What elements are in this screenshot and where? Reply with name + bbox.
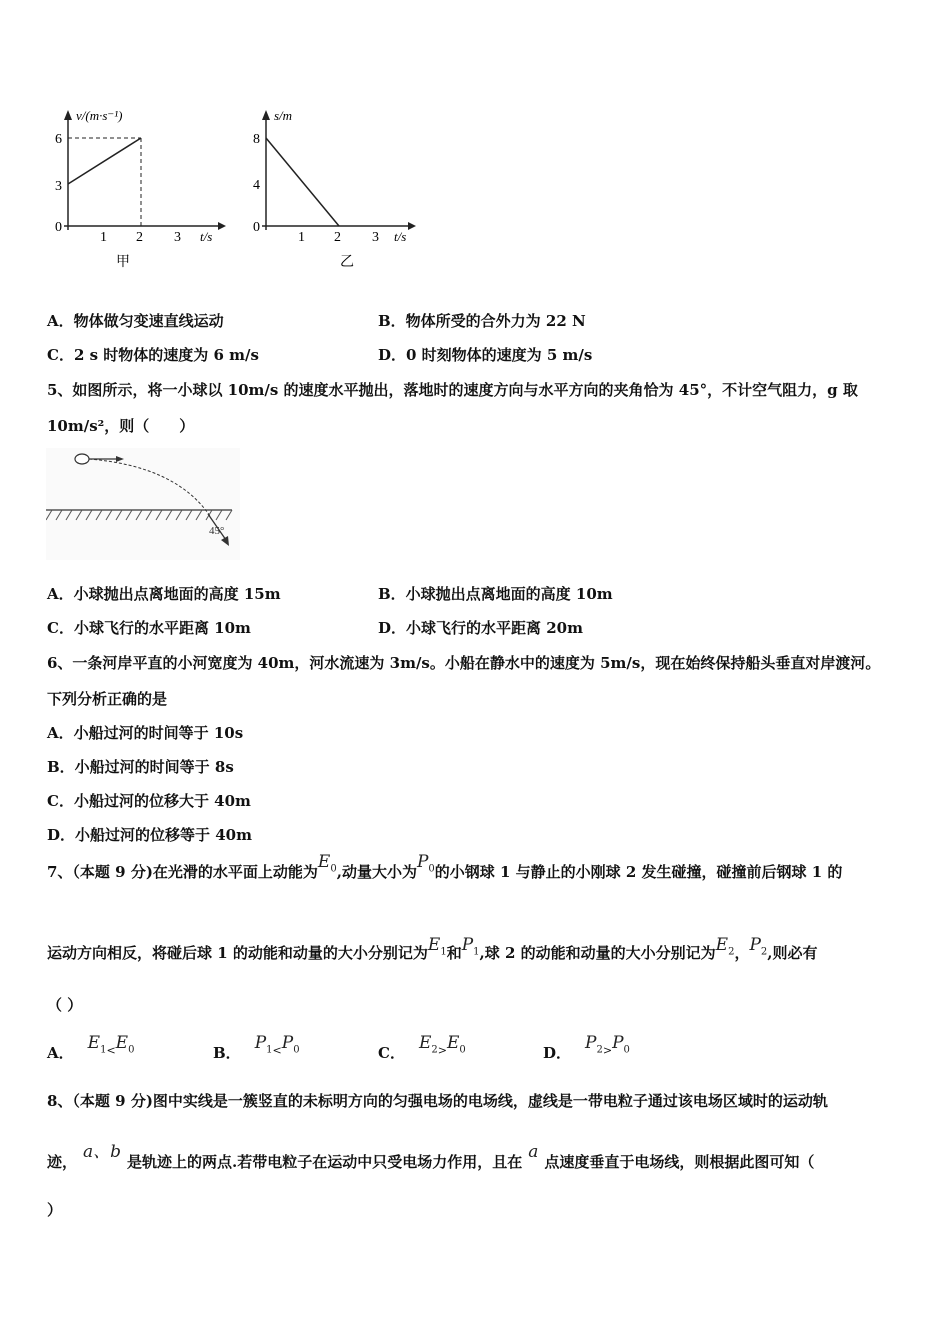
q6-stem-line2: 下列分析正确的是 xyxy=(47,690,168,708)
graph-yi-ytick-8: 8 xyxy=(253,132,260,147)
q7-l2b: 和 xyxy=(446,944,462,962)
q8-point-a: a xyxy=(528,1142,539,1162)
q8-stem-line3: ） xyxy=(47,1201,63,1219)
q6-option-b: B．小船过河的时间等于 8s xyxy=(47,758,234,776)
q7-l1c: 的小钢球 1 与静止的小刚球 2 发生碰撞，碰撞前后钢球 1 的 xyxy=(434,863,843,881)
q5-option-b: B．小球抛出点离地面的高度 10m xyxy=(378,585,613,603)
q7-symbol-p0: $P_0$ xyxy=(416,852,435,875)
q6-option-c: C．小船过河的位移大于 40m xyxy=(47,792,251,810)
graph-yi-y-arrow xyxy=(262,110,270,120)
q7-option-d: D． $P_{2>}P_0$ xyxy=(543,1033,630,1062)
q5-option-c: C．小球飞行的水平距离 10m xyxy=(47,619,251,637)
graph-jia-y-arrow xyxy=(64,110,72,120)
q6-stem-line1: 6、一条河岸平直的小河宽度为 40m，河水流速为 3m/s。小船在静水中的速度为 5m/s，现在始终保持船头垂直对岸渡河。 xyxy=(47,654,881,672)
q6-option-d: D．小船过河的位移等于 40m xyxy=(47,826,252,844)
graph-yi-xtick-2: 2 xyxy=(334,230,341,245)
graph-jia-caption: 甲 xyxy=(116,255,130,270)
q7-l2e: ,则必有 xyxy=(767,944,818,962)
q7-l1b: ,动量大小为 xyxy=(336,863,417,881)
q5-ball xyxy=(75,454,89,464)
q4-option-a: A．物体做匀变速直线运动 xyxy=(47,312,224,330)
q8-stem-line2 xyxy=(47,1142,815,1172)
q7-l2d: ， xyxy=(734,944,750,962)
q7-stem-line3: （ ） xyxy=(47,996,83,1014)
graph-yi-ylabel: s/m xyxy=(274,108,293,123)
graph-jia-ylabel: v/(m·s⁻¹) xyxy=(76,108,123,123)
graph-yi-line xyxy=(266,138,339,226)
graph-yi-caption: 乙 xyxy=(340,255,354,270)
graph-jia-ytick-0: 0 xyxy=(55,220,62,235)
graph-jia-xtick-1: 1 xyxy=(100,230,107,245)
q7-stem-line2 xyxy=(47,935,818,970)
q8-l2c: 点速度垂直于电场线，则根据此图可知（ xyxy=(544,1153,815,1171)
graph-yi-xlabel: t/s xyxy=(394,229,407,244)
graph-jia-xlabel: t/s xyxy=(200,229,213,244)
q7-l2a: 运动方向相反，将碰后球 1 的动能和动量的大小分别记为 xyxy=(47,944,428,962)
q4-option-c: C．2 s 时物体的速度为 6 m/s xyxy=(47,346,259,364)
q6-option-a: A．小船过河的时间等于 10s xyxy=(47,724,244,742)
q8-l2a: 迹， xyxy=(47,1153,78,1171)
q7-l2c: ,球 2 的动能和动量的大小分别记为 xyxy=(479,944,716,962)
graph-jia xyxy=(50,100,230,275)
graph-yi-ytick-4: 4 xyxy=(253,178,260,193)
graph-jia-ytick-3: 3 xyxy=(55,179,62,194)
q7-symbol-p1: $P_1$ xyxy=(461,935,480,958)
graph-jia-xtick-3: 3 xyxy=(174,230,181,245)
q4-option-b: B．物体所受的合外力为 22 N xyxy=(378,312,586,330)
q7-symbol-e0: $E_0$ xyxy=(317,852,337,875)
q5-option-d: D．小球飞行的水平距离 20m xyxy=(378,619,583,637)
q7-symbol-e2: $E_2$ xyxy=(715,935,735,958)
q5-stem-line1: 5、如图所示，将一小球以 10m/s 的速度水平抛出，落地时的速度方向与水平方向的夹角恰为 45°，不计空气阻力，g 取 xyxy=(47,381,858,399)
q5-stem-line2: 10m/s²，则（ ） xyxy=(47,417,195,435)
q7-option-b: B． $P_{1<}P_0$ xyxy=(213,1033,300,1062)
q8-stem-line1: 8、（本题 9 分)图中实线是一簇竖直的未标明方向的匀强电场的电场线，虚线是一带电粒子通过该电场区域时的运动轨 xyxy=(47,1092,828,1110)
q4-option-d: D．0 时刻物体的速度为 5 m/s xyxy=(378,346,593,364)
graph-yi xyxy=(248,100,428,275)
q7-option-c: C． $E_{2>}E_0$ xyxy=(378,1033,466,1062)
q7-symbol-e1: $E_1$ xyxy=(427,935,447,958)
q7-symbol-p2: $P_2$ xyxy=(749,935,768,958)
q7-l1a: 7、（本题 9 分)在光滑的水平面上动能为 xyxy=(47,863,318,881)
graph-jia-line xyxy=(68,138,141,184)
q5-projectile-figure xyxy=(46,448,240,560)
graph-jia-ytick-6: 6 xyxy=(55,132,62,147)
q7-option-a: A． $E_{1<}E_0$ xyxy=(47,1033,135,1062)
q5-option-a: A．小球抛出点离地面的高度 15m xyxy=(47,585,281,603)
q8-points-ab: a、b xyxy=(83,1142,122,1162)
graph-yi-xtick-3: 3 xyxy=(372,230,379,245)
graph-jia-x-arrow xyxy=(218,222,226,230)
graph-yi-x-arrow xyxy=(408,222,416,230)
graph-yi-xtick-1: 1 xyxy=(298,230,305,245)
graph-jia-xtick-2: 2 xyxy=(136,230,143,245)
graph-yi-ytick-0: 0 xyxy=(253,220,260,235)
q5-angle-label: 45° xyxy=(209,525,225,537)
q8-l2b: 是轨迹上的两点.若带电粒子在运动中只受电场力作用，且在 xyxy=(127,1153,523,1171)
q7-stem-line1 xyxy=(47,852,843,889)
